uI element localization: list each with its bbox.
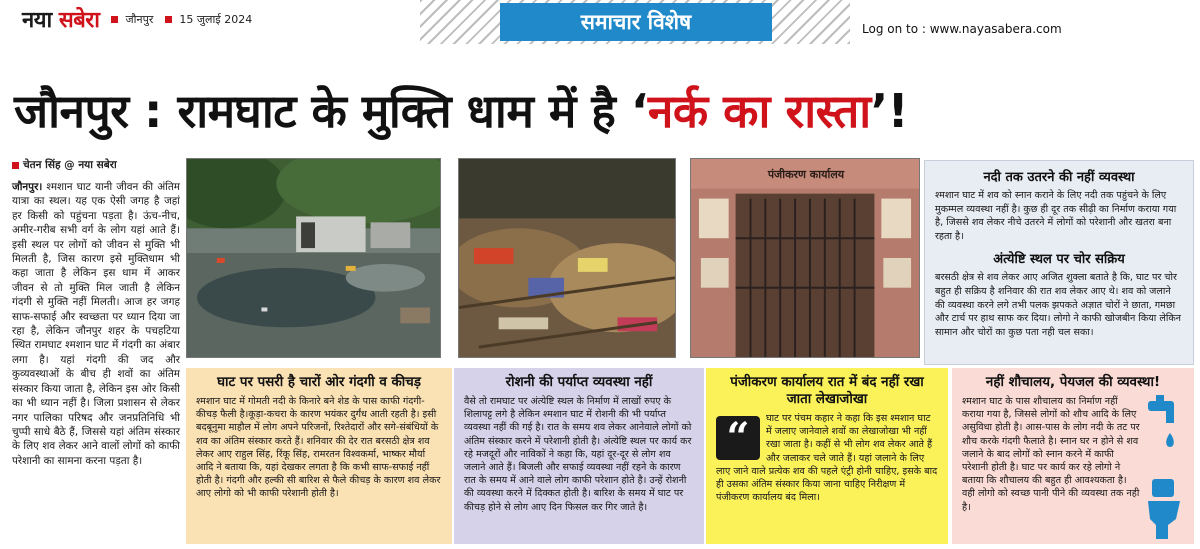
box-dirt-mud: [186, 368, 452, 544]
box-text: श्मशान घाट में गोमती नदी के किनारे बने शेड के पास काफी गंदगी-कीचड़ फैली है।कूड़ा-कचरा के कारण भयंकर दुर्गंध आती रहती है। इसी बदबूनुमा माहौल में लोग अपने परिजनों, रिश्तेदारों और सगे-संबंधियों के शव का अंतिम संस्कार करते हैं। शनिवार की देर रात बरसठी क्षेत्र शव लेकर आए राहुल सिंह, रिंकू सिंह, रामरतन विश्वकर्मा, भाष्कर मौर्या आदि ने बताया कि, यहां देखकर लगता है कि कभी साफ-सफाई नहीं होती है। गंदगी और हल्की सी बारिश से फैले कीचड़ के कारण शव लेकर आए लोगो को भी काफी परेशानी होती है।: [196, 396, 441, 500]
edition-date: 15 जुलाई 2024: [179, 12, 253, 26]
masthead: [22, 4, 252, 34]
water-tap-icon: [1144, 395, 1184, 455]
section-label: समाचार विशेष: [500, 3, 772, 41]
byline: [12, 158, 180, 172]
side-heading-river: नदी तक उतरने की नहीं व्यवस्था: [983, 170, 1135, 185]
box-toilet-water: [952, 368, 1194, 544]
edition-city: जौनपुर: [125, 12, 154, 26]
square-bullet-icon: [111, 16, 118, 23]
office-sign-text: पंजीकरण कार्यालय: [767, 168, 845, 181]
quote-icon: “: [716, 416, 760, 460]
box-heading: नहीं शौचालय, पेयजल की व्यवस्था!: [985, 375, 1161, 390]
dateline: जौनपुर।: [12, 181, 43, 193]
square-bullet-icon: [165, 16, 172, 23]
photo-ghat-shed: [186, 158, 441, 358]
box-registration: [706, 368, 948, 544]
photo-cremation-debris: [458, 158, 676, 358]
website-link[interactable]: Log on to : www.nayasabera.com: [862, 22, 1062, 36]
top-bar: [0, 0, 1200, 68]
side-text-thieves: बरसठी क्षेत्र से शव लेकर आए अजित शुक्ला बताते है कि, घाट पर चोर बहुत ही सक्रिय है शनिवार की रात शव लेकर आए थे। शव को जलाने की व्यवस्था करने लगे तभी पलक झपकते अज्ञात चोरों ने छाता, गमछा और टार्च पर हाथ साफ कर दिया। लोगो ने काफी खोजबीन किया लेकिन सामान और चोरों का कुछ पता नही चल सका।: [935, 272, 1182, 338]
box-text: श्मशान घाट के पास शौचालय का निर्माण नहीं कराया गया है, जिससे लोगों को शौच आदि के लिए असुविधा होती है। आस-पास के लोग नदी के तट पर शौच करके गंदगी फैलाते है। स्नान घर न होने से शव जलाने के बाद लोगों को स्नान करने में काफी परेशानी होती है। घाट पर कार्य कर रहे लोगो ने बताया कि शौचालय की बहुत ही आवश्यकता है। वही लोगो को स्वच्छ पानी पीने की व्यवस्था तक नही है।: [962, 396, 1140, 513]
side-text-river: श्मशान घाट में शव को स्नान कराने के लिए नदी तक पहुंचने के लिए मुकम्मल व्यवस्था नहीं है। कुछ ही दूर तक सीढ़ी का निर्माण कराया गया है, जिससे शव लेकर नीचे उतरने में लोगों को परेशानी और खतरा बना रहता है।: [935, 190, 1177, 242]
box-heading: पंजीकरण कार्यालय रात में बंद नहीं रखा जाता लेखाजोखा: [730, 375, 924, 407]
byline-text: चेतन सिंह @ नया सबेरा: [23, 159, 117, 171]
photo-registration-office: [690, 158, 920, 358]
box-lighting: [454, 368, 704, 544]
newspaper-logo[interactable]: नया सबेरा: [22, 8, 100, 33]
lead-column: [12, 158, 180, 543]
amenity-icons: [1144, 395, 1184, 544]
square-bullet-icon: [12, 162, 19, 169]
box-text: घाट पर पंचम कहार ने कहा कि इस श्मशान घाट में जलाए जानेवाले शवों का लेखाजोखा भी नहीं रखा जाता है। कहीं से भी लोग शव लेकर आते हैं और जलाकर चले जाते हैं। यहां जलाने के लिए लाए जाने वाले प्रत्येक शव की पहले एंट्री होनी चाहिए, इसके बाद ही उसका अंतिम संस्कार किया जाना चाहिए निरीक्षण में पंजीकरण कार्यालय बंद मिला।: [716, 413, 938, 504]
side-info-box: [924, 160, 1194, 365]
side-heading-thieves: अंत्येष्टि स्थल पर चोर सक्रिय: [993, 252, 1125, 268]
lead-paragraph: जौनपुर। श्मशान घाट यानी जीवन की अंतिम यात्रा का स्थल। यह एक ऐसी जगह है जहां हर किसी को पहुंचना पड़ता है। ऊंच-नीच, अमीर-गरीब सभी वर्ग के लोग यहां आते हैं। इसी स्थल पर लोगों को जीवन से मुक्ति भी मिलती है, जिस कारण इसे मुक्तिधाम भी कहा जाता है लेकिन इस धाम में आकर जीवन से तो मुक्ति मिल जाती है लेकिन गंदगी से मुक्ति नहीं मिलती। आज हर जगह साफ-सफाई और स्वच्छता पर ध्यान दिया जा रहा है, लेकिन जौनपुर शहर के पचहटिया स्थित रामघाट श्मशान घाट में गंदगी का अंबार लगा है। यहां गंदगी की जद और कुव्यवस्थाओं के बीच ही शवों का अंतिम संस्कार किया जाता है, लेकिन इस ओर किसी का भी ध्यान नहीं है। जिला प्रशासन से लेकर नगर पालिका परिषद और जनप्रतिनिधि भी चुप्पी साधे बैठे हैं, जिससे यहां अंतिम संस्कार के लिए शव लेकर आने वालों लोगों को काफी परेशानी का सामना करना पड़ता है।: [12, 181, 180, 467]
section-banner: [420, 0, 850, 44]
box-heading: घाट पर पसरी है चारों ओर गंदगी व कीचड़: [217, 375, 421, 390]
box-heading: रोशनी की पर्याप्त व्यवस्था नहीं: [505, 375, 653, 390]
toilet-icon: [1144, 475, 1184, 544]
headline-highlight: नर्क का रास्ता: [647, 84, 871, 138]
page-headline: जौनपुर : रामघाट के मुक्ति धाम में है ‘नर्क का रास्ता’!: [14, 84, 909, 138]
box-text: वैसे तो रामघाट पर अंत्येष्टि स्थल के निर्माण में लाखों रुपए के शिलापट्ट लगे है लेकिन श्मशान घाट में रोशनी की भी पर्याप्त व्यवस्था नहीं की गई है। रात के समय शव लेकर आनेवाले लोगों को अंतिम संस्कार करने में परेशानी होती है। अंत्येष्टि स्थल पर कार्य कर रहे मजदूरों और नाविकों ने कहा कि, यहां दूर-दूर से लोग शव जलाने आते हैं। बिजली और सफाई व्यवस्था नहीं रहने के कारण रात के समय में आने वाले लोग काफी परेशान होते है। उन्हें रोशनी की व्यवस्था करने में दिक्कत होती है। बारिश के समय में घाट पर कीचड़ होने से लोग आए दिन फिसल कर गिर जाते है।: [464, 396, 692, 513]
